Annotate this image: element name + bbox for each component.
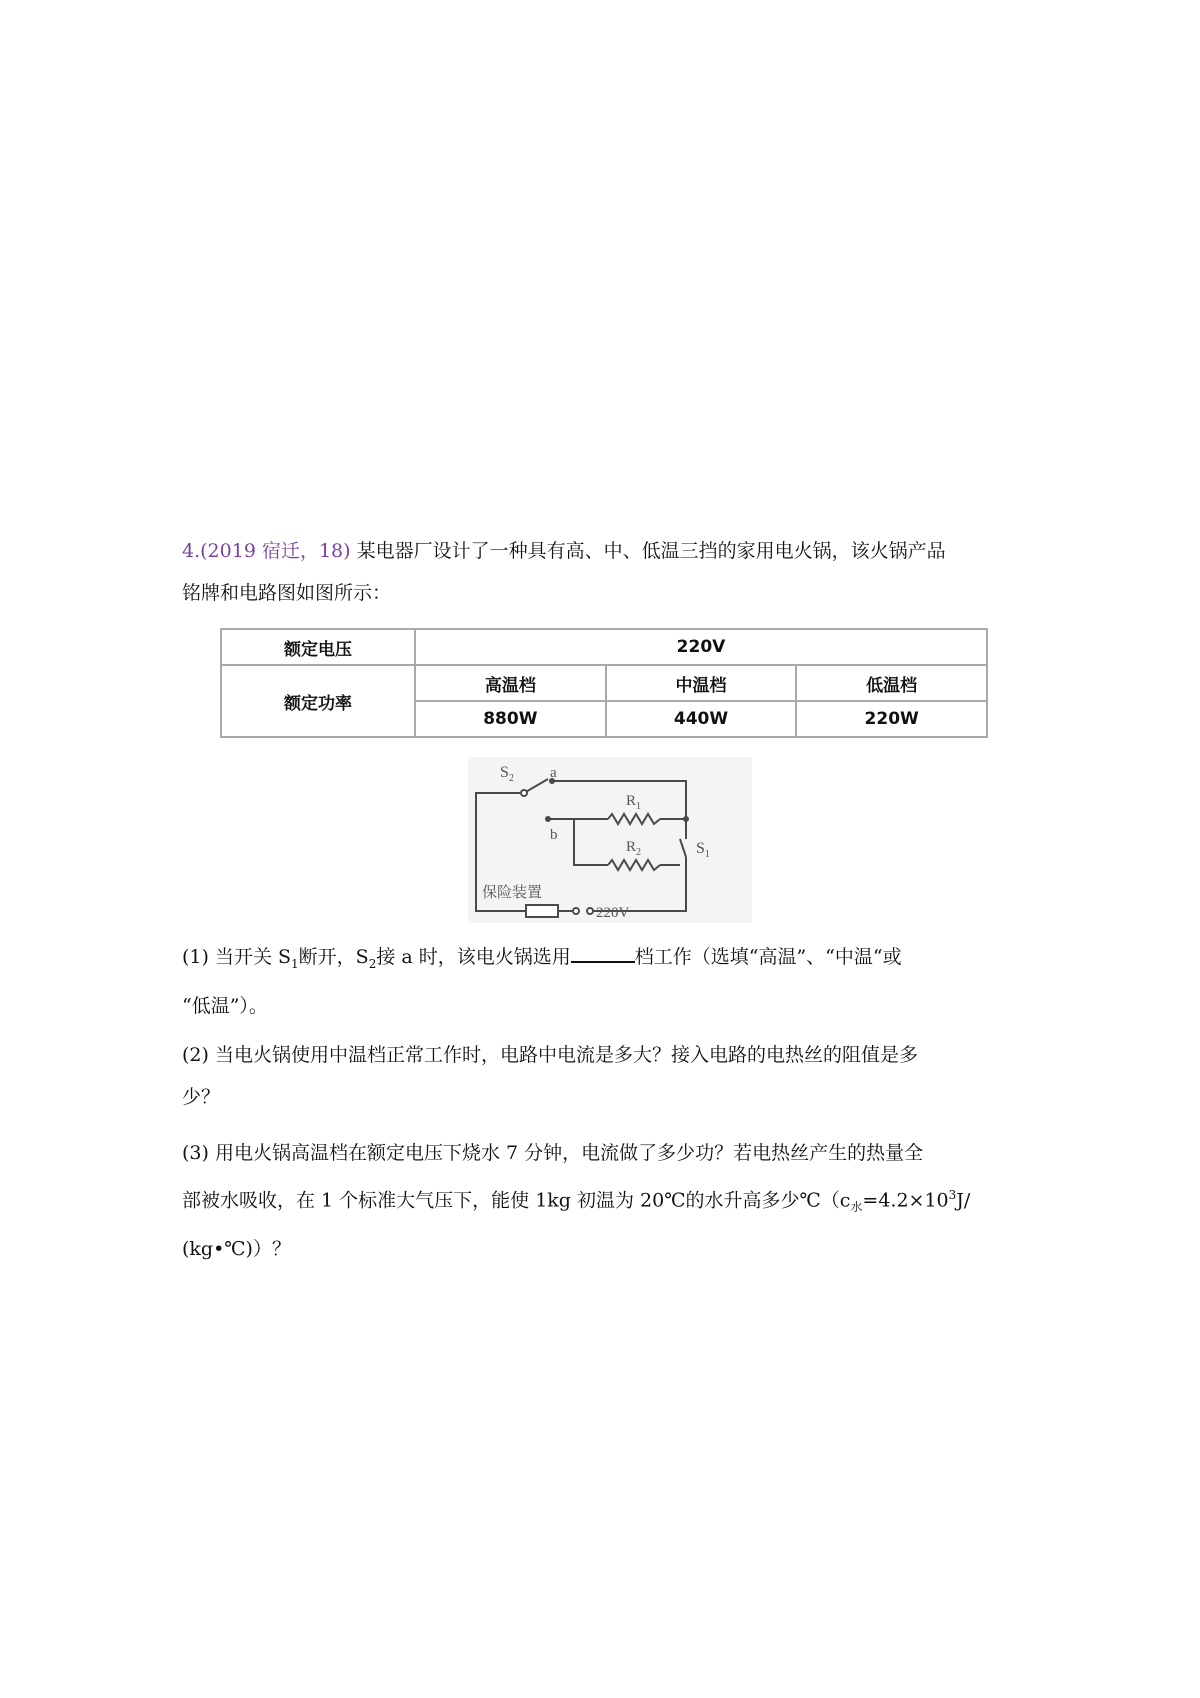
q3-text-c: J/ xyxy=(956,1189,971,1212)
stem-text-2: 铭牌和电路图如图所示： xyxy=(182,582,392,604)
q1-line-2: “低温”）。 xyxy=(182,994,268,1017)
table-row xyxy=(221,665,987,701)
r1-label: $R_1$ xyxy=(626,793,642,812)
q3-exponent: 3 xyxy=(948,1188,957,1202)
q3-text-a: 部被水吸收，在 1 个标准大气压下，能使 1kg 初温为 20℃的水升高多少℃（c xyxy=(182,1189,851,1212)
r2-resistor xyxy=(608,860,660,870)
q1-text-a: (1) 当开关 S xyxy=(182,946,292,968)
q3-water-subscript: 水 xyxy=(850,1200,863,1215)
rated-power-label: 额定功率 xyxy=(221,665,415,737)
stem-line-2 xyxy=(182,572,1030,614)
circuit-svg xyxy=(468,757,752,923)
q3-text-b: =4.2×10 xyxy=(862,1189,949,1212)
top-wire xyxy=(552,781,686,819)
power-medium: 440W xyxy=(606,701,797,737)
q3-line-3: (kg•℃)）？ xyxy=(182,1238,291,1261)
sub-question-3 xyxy=(182,1132,1030,1270)
mode-low: 低温档 xyxy=(796,665,987,701)
stem-text-1: 某电器厂设计了一种具有高、中、低温三挡的家用电火锅，该火锅产品 xyxy=(356,540,946,562)
circuit-diagram xyxy=(468,757,752,923)
mode-medium: 中温档 xyxy=(606,665,797,701)
q1-text-b: 断开，S xyxy=(298,946,369,968)
q3-line-2 xyxy=(182,1174,1030,1228)
q2-line-2: 少？ xyxy=(182,1086,221,1108)
s2-label: $S_2$ xyxy=(500,764,514,784)
answer-blank[interactable] xyxy=(571,941,635,963)
nameplate-table xyxy=(220,628,988,738)
sub-question-1 xyxy=(182,936,1030,1027)
s2-pivot-node xyxy=(521,790,527,796)
fuse-symbol xyxy=(526,905,558,917)
s2-switch-blade xyxy=(524,779,548,793)
rated-voltage-label: 额定电压 xyxy=(221,629,415,665)
s1-label: $S_1$ xyxy=(696,840,710,860)
terminal-a-label: a xyxy=(550,765,557,781)
q1-s2-subscript: 2 xyxy=(368,956,377,971)
table-row xyxy=(221,629,987,665)
sub-question-2 xyxy=(182,1034,1030,1118)
q1-text-d: 档工作（选填“高温”、“中温“或 xyxy=(634,946,902,968)
s1-switch-blade xyxy=(680,839,686,857)
r2-label: $R_2$ xyxy=(626,839,642,858)
power-high: 880W xyxy=(415,701,606,737)
question-number: 4. xyxy=(182,540,201,562)
q3-line-1: (3) 用电火锅高温档在额定电压下烧水 7 分钟，电流做了多少功？若电热丝产生的热量全 xyxy=(182,1142,924,1164)
q1-s1-subscript: 1 xyxy=(291,956,299,971)
source-terminal-left xyxy=(573,908,579,914)
question-stem xyxy=(182,530,1030,614)
source-terminal-right xyxy=(587,908,593,914)
fuse-label: 保险装置 xyxy=(482,885,543,901)
q2-line-1: (2) 当电火锅使用中温档正常工作时，电路中电流是多大？接入电路的电热丝的阻值是多 xyxy=(182,1044,918,1066)
r2-left-wire xyxy=(574,819,608,865)
power-low: 220W xyxy=(796,701,987,737)
mode-high: 高温档 xyxy=(415,665,606,701)
r1-resistor xyxy=(608,814,660,824)
junction-node xyxy=(683,816,689,822)
source-voltage-label: 220V xyxy=(596,905,630,921)
question-source: (2019 宿迁，18) xyxy=(200,540,351,562)
q1-line-1 xyxy=(182,936,1030,985)
q1-text-c: 接 a 时，该电火锅选用 xyxy=(376,946,571,968)
question-4 xyxy=(182,530,1030,614)
terminal-b-label: b xyxy=(550,827,558,843)
terminal-b-node xyxy=(545,816,551,822)
rated-voltage-value: 220V xyxy=(415,629,987,665)
stem-line-1 xyxy=(182,530,1030,572)
